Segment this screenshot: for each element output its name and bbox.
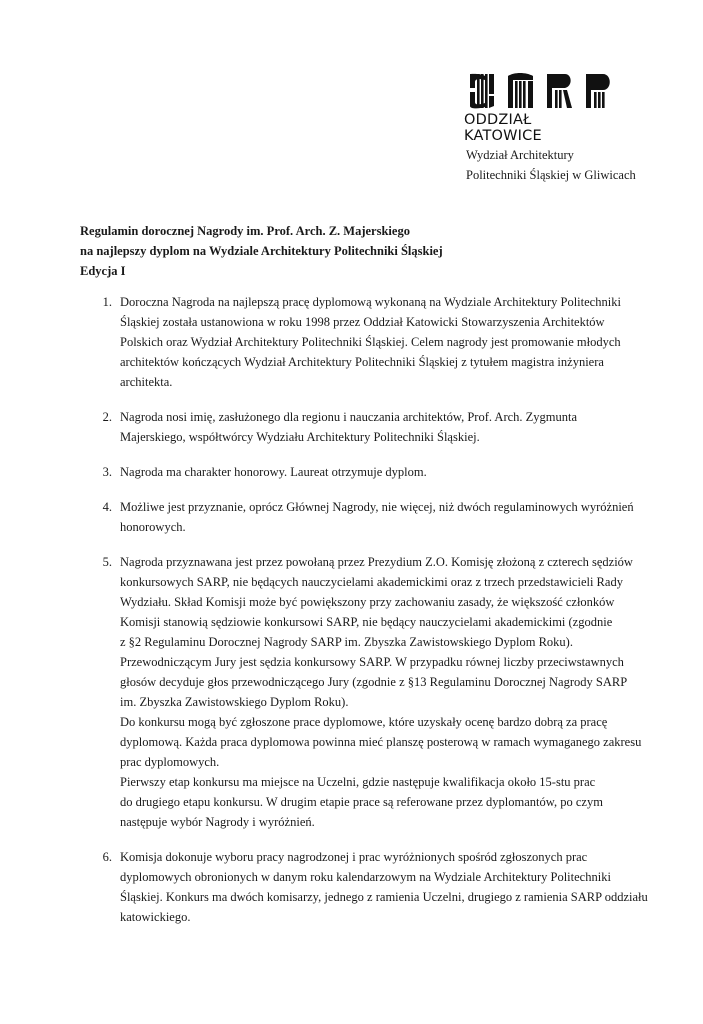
text-line: im. Zbyszka Zawistowskiego Dyplom Roku). — [120, 695, 349, 709]
edition-line: Edycja I — [80, 264, 126, 278]
document-title — [80, 221, 443, 281]
logo-letter-a-icon — [506, 72, 536, 110]
text-line: z §2 Regulaminu Dorocznej Nagrody SARP im. Zbyszka Zawistowskiego Dyplom Roku). — [120, 635, 573, 649]
item-number: 4. — [102, 500, 112, 514]
logo-text: ODDZIAŁ KATOWICE — [464, 112, 542, 144]
text-line: katowickiego. — [120, 910, 191, 924]
faculty-line: Wydział Architektury — [466, 148, 574, 162]
text-line: Nagroda ma charakter honorowy. Laureat otrzymuje dyplom. — [120, 465, 427, 479]
item-text — [120, 407, 670, 447]
text-line: honorowych. — [120, 520, 186, 534]
text-line: Do konkursu mogą być zgłoszone prace dyplomowe, które uzyskały ocenę bardzo dobrą za pracę — [120, 715, 608, 729]
sarp-logo-icon — [467, 72, 614, 110]
text-line: dyplomowych obronionych w danym roku kalendarzowym na Wydziale Architektury Politechniki — [120, 870, 611, 884]
title-line: na najlepszy dyplom na Wydziale Architektury Politechniki Śląskiej — [80, 244, 443, 258]
text-line: Polskich oraz Wydział Architektury Politechniki Śląskiej. Celem nagrody jest promowanie młodych — [120, 335, 621, 349]
item-number: 1. — [102, 295, 112, 309]
logo-letter-s-icon — [467, 72, 497, 110]
regulation-item-4 — [80, 497, 670, 537]
text-line: Komisji stanowią sędziowie konkursowi SARP, nie będący nauczycielami akademickimi (zgodnie — [120, 615, 613, 629]
text-line: prac dyplomowych. — [120, 755, 220, 769]
title-line: Regulamin dorocznej Nagrody im. Prof. Arch. Z. Majerskiego — [80, 224, 410, 238]
text-line: następuje wybór Nagrody i wyróżnień. — [120, 815, 315, 829]
faculty-line: Politechniki Śląskiej w Gliwicach — [466, 168, 636, 182]
text-line: Doroczna Nagroda na najlepszą pracę dyplomową wykonaną na Wydziale Architektury Politechniki — [120, 295, 621, 309]
item-number: 3. — [102, 465, 112, 479]
text-line: Wydziału. Skład Komisji może być powiększony przy zachowaniu zasady, że większość członków — [120, 595, 615, 609]
item-text — [120, 552, 670, 832]
text-line: dyplomową. Każda praca dyplomowa powinna mieć planszę posterową w ramach wymaganego zakresu — [120, 735, 642, 749]
text-line: architekta. — [120, 375, 173, 389]
item-text — [120, 462, 670, 482]
item-number: 2. — [102, 410, 112, 424]
text-line: Śląskiej. Konkurs ma dwóch komisarzy, jednego z ramienia Uczelni, drugiego z ramienia SARP oddziału — [120, 890, 648, 904]
item-text — [120, 497, 670, 537]
text-line: Nagroda nosi imię, zasłużonego dla regionu i nauczania architektów, Prof. Arch. Zygmunta — [120, 410, 578, 424]
text-line: głosów decyduje głos przewodniczącego Jury (zgodnie z §13 Regulaminu Dorocznej Nagrody SARP — [120, 675, 628, 689]
text-line: do drugiego etapu konkursu. W drugim etapie prace są referowane przez dyplomantów, po czym — [120, 795, 603, 809]
item-text — [120, 847, 670, 927]
text-line: Komisja dokonuje wyboru pracy nagrodzonej i prac wyróżnionych spośród zgłoszonych prac — [120, 850, 588, 864]
text-line: Możliwe jest przyznanie, oprócz Głównej Nagrody, nie więcej, niż dwóch regulaminowych wyróżnień — [120, 500, 634, 514]
regulation-list — [80, 292, 670, 942]
faculty-address — [466, 145, 636, 185]
regulation-item-6 — [80, 847, 670, 927]
text-line: Pierwszy etap konkursu ma miejsce na Uczelni, gdzie następuje kwalifikacja około 15-stu prac — [120, 775, 596, 789]
logo-letter-r-icon — [545, 72, 575, 110]
item-text — [120, 292, 670, 392]
text-line: konkursowych SARP, nie będących nauczycielami akademickimi oraz z trzech przedstawicieli Rady — [120, 575, 623, 589]
text-line: Śląskiej została ustanowiona w roku 1998 przez Oddział Katowicki Stowarzyszenia Architektów — [120, 315, 605, 329]
regulation-item-1 — [80, 292, 670, 392]
text-line: Majerskiego, współtwórcy Wydziału Architektury Politechniki Śląskiej. — [120, 430, 480, 444]
regulation-item-2 — [80, 407, 670, 447]
text-line: Przewodniczącym Jury jest sędzia konkursowy SARP. W przypadku równej liczby przeciwstawnych — [120, 655, 624, 669]
item-number: 6. — [102, 850, 112, 864]
text-line: Nagroda przyznawana jest przez powołaną przez Prezydium Z.O. Komisję złożoną z czterech sędziów — [120, 555, 633, 569]
regulation-item-3 — [80, 462, 670, 482]
sarp-logo — [464, 72, 614, 144]
regulation-item-5 — [80, 552, 670, 832]
text-line: architektów kończących Wydział Architektury Politechniki Śląskiej z tytułem magistra inżyniera — [120, 355, 604, 369]
logo-letter-p-icon — [584, 72, 614, 110]
item-number: 5. — [102, 555, 112, 569]
